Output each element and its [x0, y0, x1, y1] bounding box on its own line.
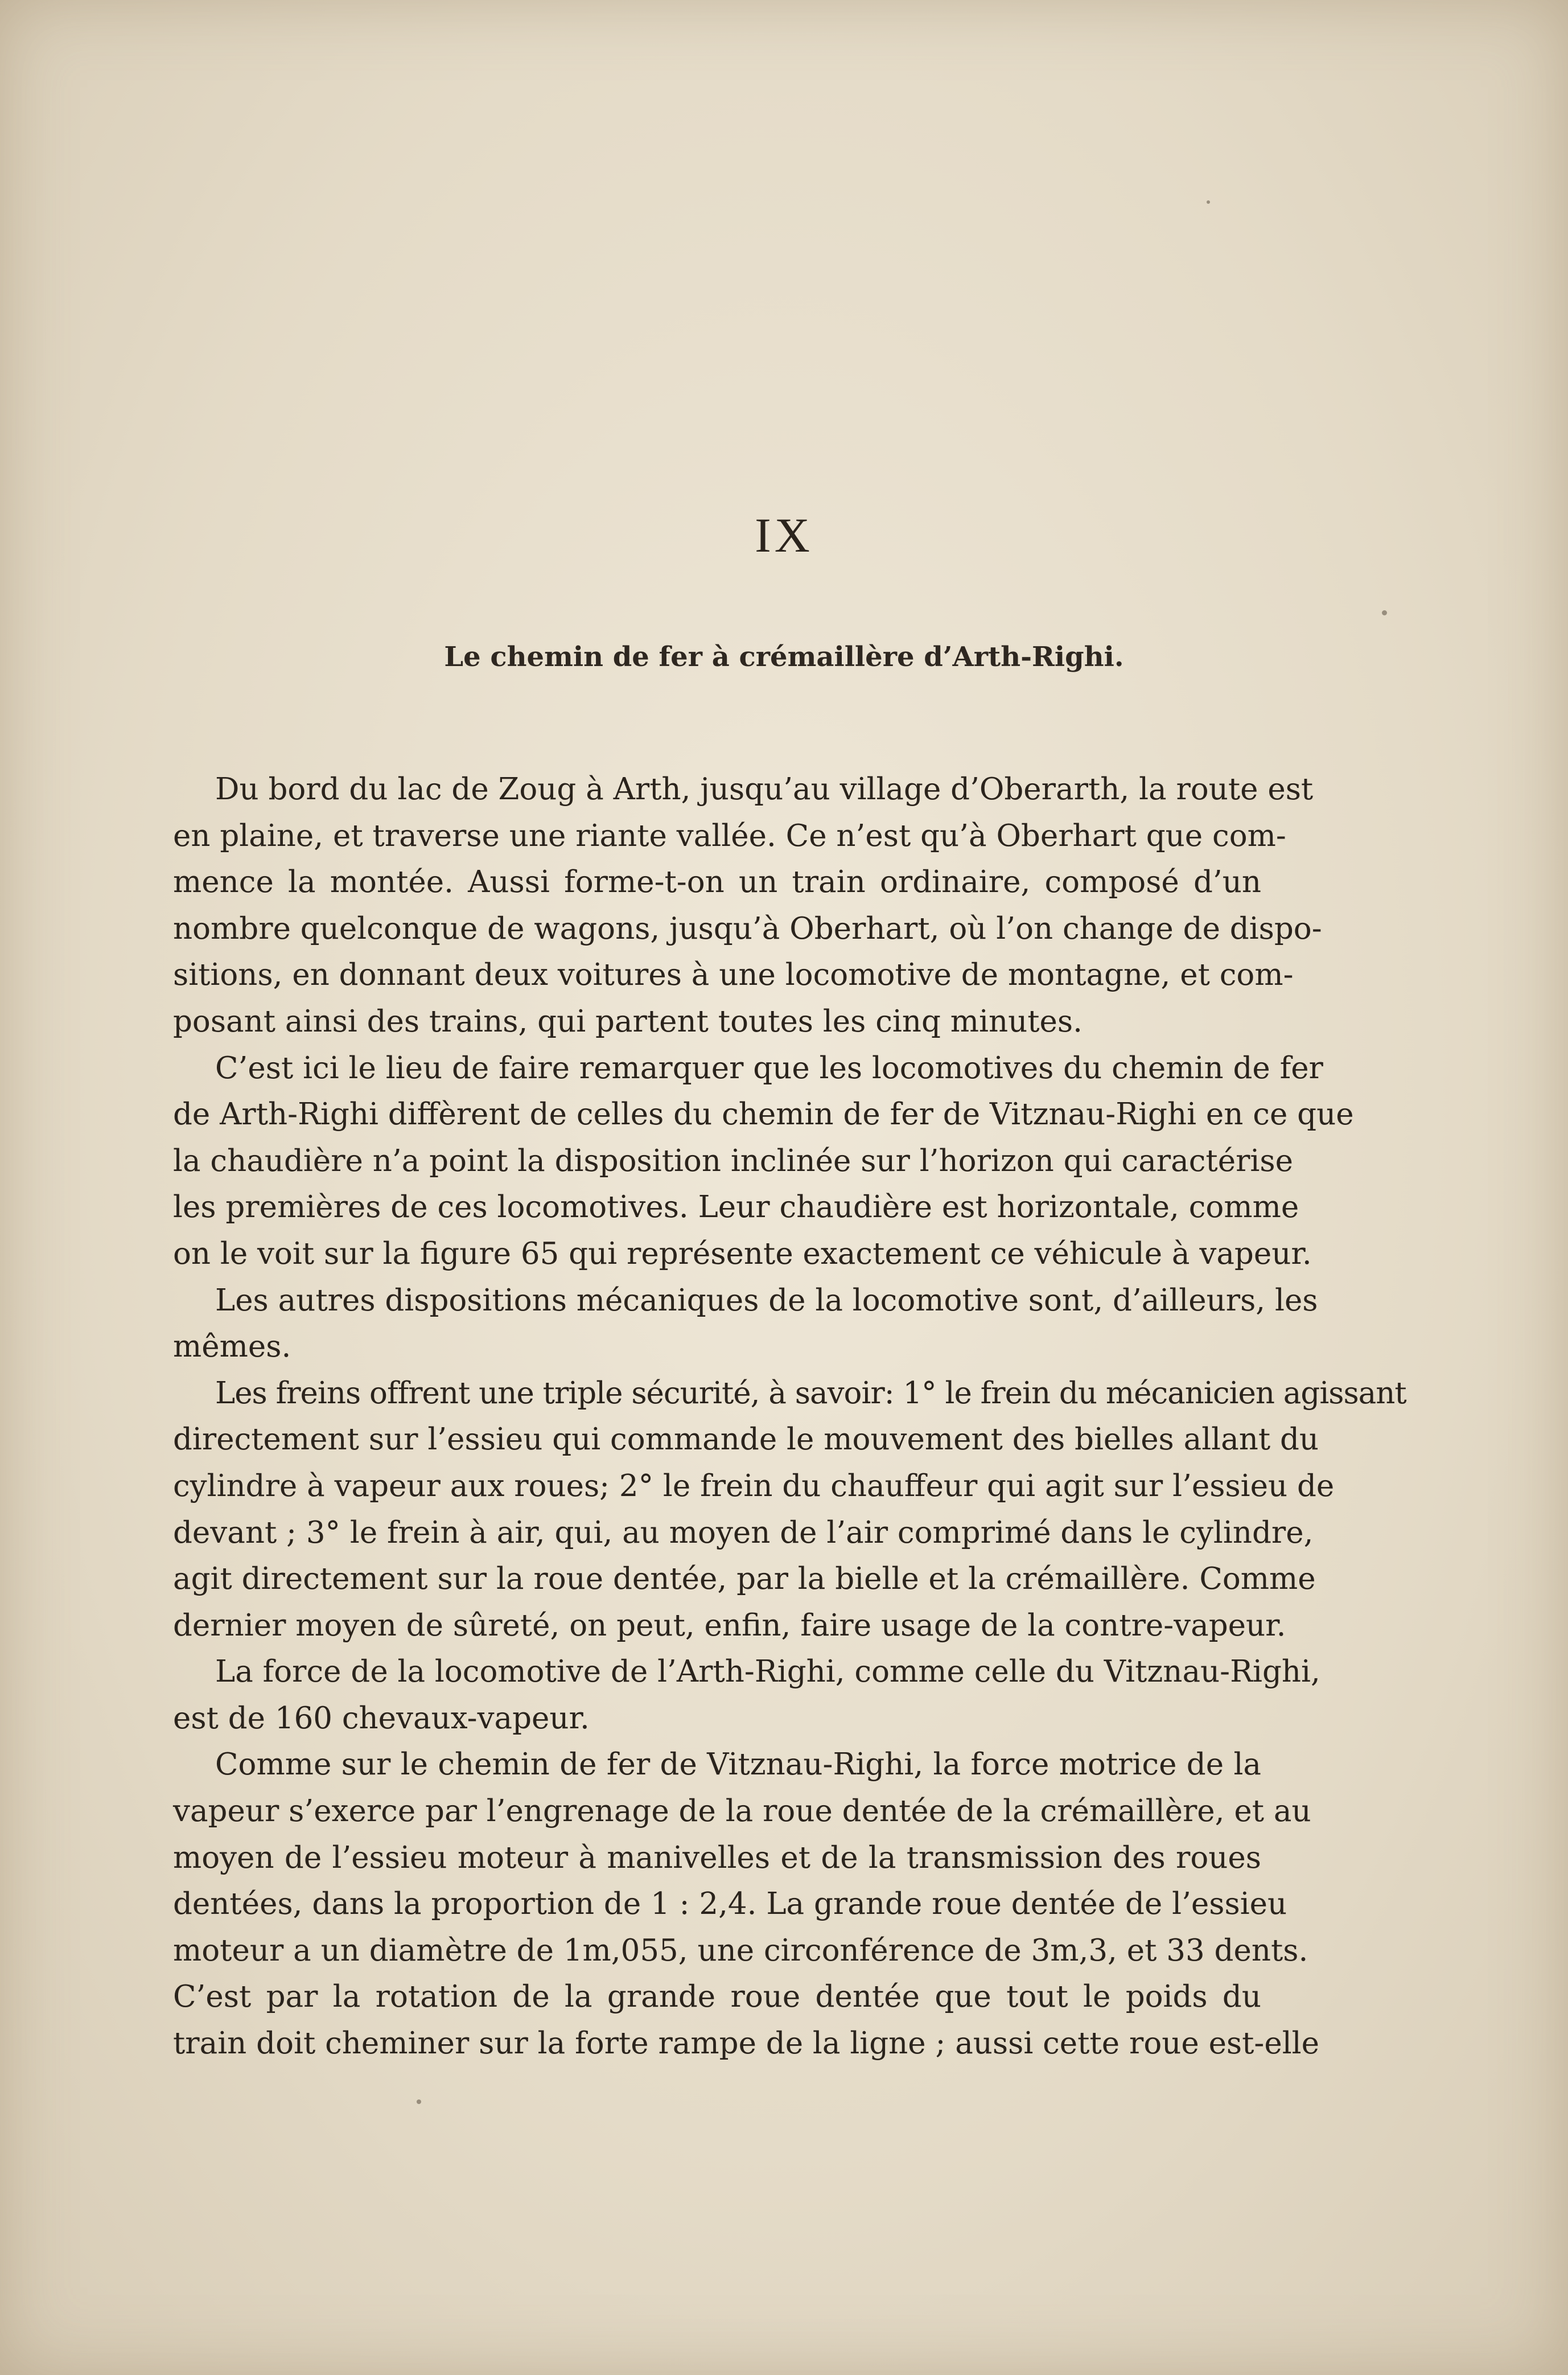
text-line: devant ; 3° le frein à air, qui, au moyen de l’air comprimé dans le cylindre,	[173, 1515, 1314, 1550]
paper-speck	[417, 2099, 421, 2104]
text-line: Les autres dispositions mécaniques de la locomotive sont, d’ailleurs, les	[215, 1283, 1318, 1318]
text-line: mence la montée. Aussi forme-t-on un train ordinaire, composé d’un	[173, 865, 1261, 900]
text-line: Comme sur le chemin de fer de Vitznau-Righi, la force motrice de la	[215, 1747, 1261, 1782]
paragraph-3	[173, 1277, 1318, 1370]
chapter-title: Le chemin de fer à crémaillère d’Arth-Righi.	[444, 641, 1124, 673]
paragraph-1	[173, 766, 1322, 1045]
text-line: Du bord du lac de Zoug à Arth, jusqu’au village d’Oberarth, la route est	[215, 772, 1314, 807]
text-line: moyen de l’essieu moteur à manivelles et de la transmission des roues	[173, 1840, 1261, 1875]
text-line: Les freins offrent une triple sécurité, à savoir: 1° le frein du mécanicien agissant	[215, 1375, 1406, 1411]
text-line: est de 160 chevaux-vapeur.	[173, 1700, 590, 1736]
text-line: dentées, dans la proportion de 1 : 2,4. La grande roue dentée de l’essieu	[173, 1887, 1287, 1922]
text-line: nombre quelconque de wagons, jusqu’à Oberhart, où l’on change de dispo-	[173, 911, 1322, 946]
text-line: sitions, en donnant deux voitures à une locomotive de montagne, et com-	[173, 958, 1294, 993]
paper-speck	[1207, 200, 1210, 204]
text-line: dernier moyen de sûreté, on peut, enfin, faire usage de la contre-vapeur.	[173, 1608, 1286, 1643]
text-line: C’est ici le lieu de faire remarquer que les locomotives du chemin de fer	[215, 1050, 1323, 1086]
paragraph-6	[173, 1741, 1319, 2066]
paper-speck	[1382, 610, 1387, 615]
text-line: directement sur l’essieu qui commande le mouvement des bielles allant du	[173, 1422, 1319, 1457]
text-line: les premières de ces locomotives. Leur chaudière est horizontale, comme	[173, 1190, 1299, 1225]
text-line: de Arth-Righi diffèrent de celles du chemin de fer de Vitznau-Righi en ce que	[173, 1097, 1354, 1132]
body-text	[173, 766, 1406, 2067]
text-line: vapeur s’exerce par l’engrenage de la roue dentée de la crémaillère, et au	[173, 1794, 1311, 1829]
text-line: on le voit sur la figure 65 qui représente exactement ce véhicule à vapeur.	[173, 1236, 1312, 1271]
text-line: C’est par la rotation de la grande roue dentée que tout le poids du	[173, 1979, 1261, 2015]
chapter-number: IX	[755, 508, 813, 562]
text-line: la chaudière n’a point la disposition inclinée sur l’horizon qui caractérise	[173, 1143, 1293, 1178]
paragraph-4	[173, 1370, 1406, 1649]
text-line: moteur a un diamètre de 1m,055, une circonférence de 3m,3, et 33 dents.	[173, 1933, 1308, 1968]
text-line: train doit cheminer sur la forte rampe de la ligne ; aussi cette roue est-elle	[173, 2026, 1319, 2061]
text-line: agit directement sur la roue dentée, par la bielle et la crémaillère. Comme	[173, 1562, 1316, 1597]
text-line: en plaine, et traverse une riante vallée. Ce n’est qu’à Oberhart que com-	[173, 818, 1286, 853]
text-line: mêmes.	[173, 1329, 291, 1365]
paragraph-5	[173, 1649, 1320, 1741]
text-line: La force de la locomotive de l’Arth-Righi, comme celle du Vitznau-Righi,	[215, 1654, 1320, 1690]
text-line: posant ainsi des trains, qui partent toutes les cinq minutes.	[173, 1004, 1083, 1039]
paragraph-2	[173, 1045, 1354, 1277]
text-line: cylindre à vapeur aux roues; 2° le frein du chauffeur qui agit sur l’essieu de	[173, 1468, 1335, 1503]
